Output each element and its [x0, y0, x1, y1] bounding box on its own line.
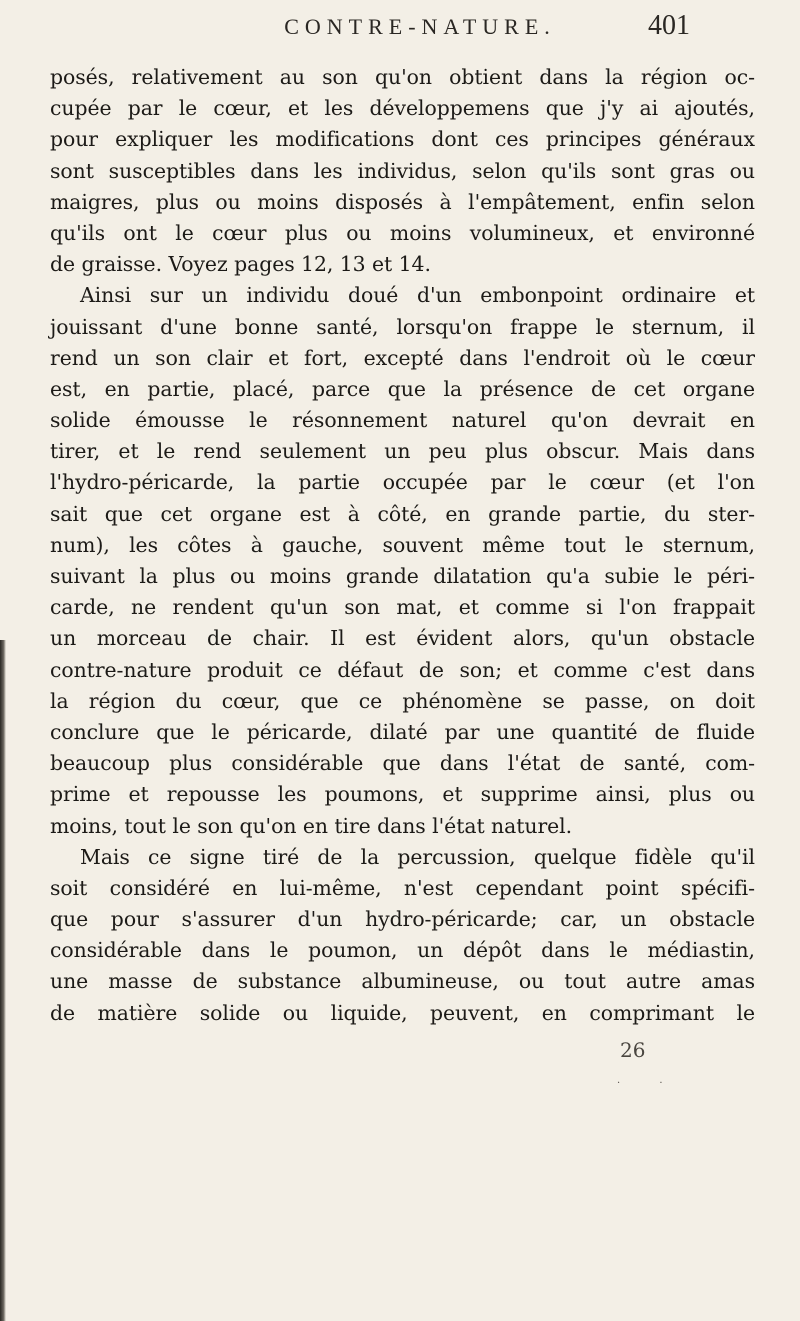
text-line: Mais ce signe tiré de la percussion, quelque fidèle qu'il: [80, 844, 755, 869]
body-text: [50, 62, 755, 1029]
text-line: contre-nature produit ce défaut de son; et comme c'est dans: [50, 657, 755, 682]
text-line: posés, relativement au son qu'on obtient dans la région oc-: [50, 65, 755, 89]
page-number: 401: [648, 10, 690, 41]
text-line: num), les côtes à gauche, souvent même tout le sternum,: [50, 532, 755, 557]
text-line: de matière solide ou liquide, peuvent, en comprimant le: [50, 1000, 755, 1025]
text-line: de graisse. Voyez pages 12, 13 et 14.: [50, 252, 431, 277]
text-line: est, en partie, placé, parce que la présence de cet organe: [50, 376, 755, 401]
text-line: tirer, et le rend seulement un peu plus obscur. Mais dans: [50, 439, 755, 464]
text-line: solide émousse le résonnement naturel qu'on devrait en: [50, 408, 755, 433]
text-line: une masse de substance albumineuse, ou tout autre amas: [50, 969, 755, 994]
text-line: que pour s'assurer d'un hydro-péricarde; car, un obstacle: [50, 907, 755, 932]
text-line: carde, ne rendent qu'un son mat, et comme si l'on frappait: [50, 595, 755, 620]
text-line: sait que cet organe est à côté, en grande partie, du ster-: [50, 501, 755, 526]
text-line: rend un son clair et fort, excepté dans l'endroit où le cœur: [50, 345, 755, 370]
text-line: jouissant d'une bonne santé, lorsqu'on frappe le sternum, il: [50, 314, 755, 339]
text-line: soit considéré en lui-même, n'est cependant point spécifi-: [50, 875, 755, 900]
text-line: sont susceptibles dans les individus, selon qu'ils sont gras ou: [50, 158, 755, 183]
text-line: la région du cœur, que ce phénomène se passe, on doit: [50, 688, 755, 713]
binding-shadow: [0, 640, 6, 1321]
text-line: un morceau de chair. Il est évident alors, qu'un obstacle: [50, 626, 755, 651]
text-line: moins, tout le son qu'on en tire dans l'état naturel.: [50, 813, 573, 838]
text-line: cupée par le cœur, et les développemens que j'y ai ajoutés,: [50, 96, 755, 121]
signature-mark: 26: [620, 1038, 646, 1062]
text-line: suivant la plus ou moins grande dilatation qu'a subie le péri-: [50, 564, 755, 588]
text-line: pour expliquer les modifications dont ces principes généraux: [50, 127, 755, 152]
text-line: l'hydro-péricarde, la partie occupée par le cœur (et l'on: [50, 470, 755, 495]
text-line: considérable dans le poumon, un dépôt dans le médiastin,: [50, 938, 755, 963]
print-specks: · ·: [617, 1078, 681, 1089]
text-line: maigres, plus ou moins disposés à l'empâtement, enfin selon: [50, 189, 755, 214]
text-line: qu'ils ont le cœur plus ou moins volumineux, et environné: [50, 220, 755, 245]
text-line: beaucoup plus considérable que dans l'état de santé, com-: [50, 751, 755, 776]
running-head: CONTRE-NATURE.: [284, 14, 556, 39]
text-line: conclure que le péricarde, dilaté par une quantité de fluide: [50, 719, 755, 744]
text-line: Ainsi sur un individu doué d'un embonpoint ordinaire et: [80, 283, 755, 308]
text-line: prime et repousse les poumons, et supprime ainsi, plus ou: [50, 782, 755, 807]
